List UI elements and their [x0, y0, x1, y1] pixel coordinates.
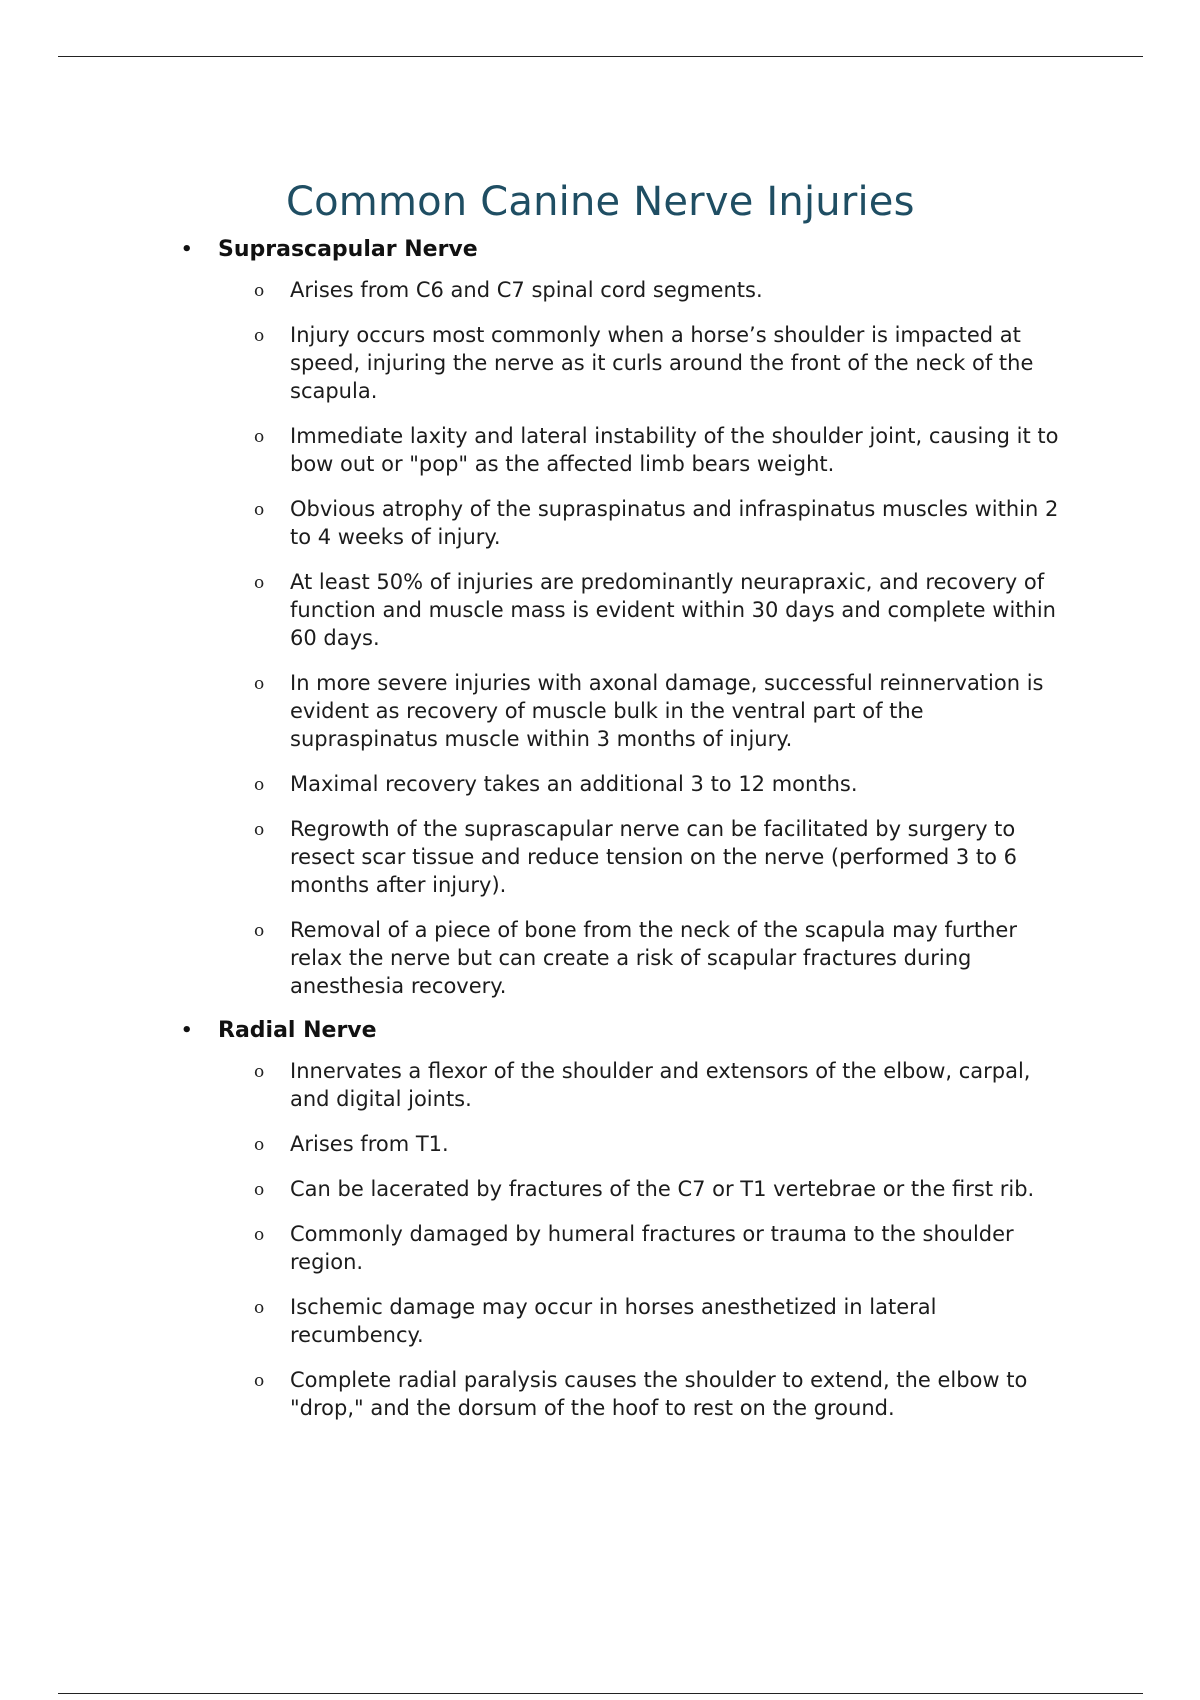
circle-bullet-icon: o [254, 1135, 265, 1155]
list-item: o Maximal recovery takes an additional 3 to 12 months. [0, 770, 1060, 798]
list-item: o Complete radial paralysis causes the shoulder to extend, the elbow to "drop," and the dorsum of the hoof to rest on the ground. [254, 1368, 1028, 1420]
list-item: o In more severe injuries with axonal damage, successful reinnervation is evident as recovery of muscle bulk in the ventral part of the supraspinatus muscle within 3 months of injury. [254, 671, 1044, 751]
list-item: o Removal of a piece of bone from the neck of the scapula may further relax the nerve but can create a risk of scapular fractures during anesthesia recovery. [254, 918, 1017, 998]
bullet-list [0, 276, 1200, 1000]
circle-bullet-icon: o [254, 1225, 265, 1245]
circle-bullet-icon: o [254, 427, 265, 447]
circle-bullet-icon: o [254, 573, 265, 593]
list-item: o Injury occurs most commonly when a horse’s shoulder is impacted at speed, injuring the nerve as it curls around the front of the neck of the scapula. [254, 323, 1034, 403]
list-item: o Regrowth of the suprascapular nerve can be facilitated by surgery to resect scar tissue and reduce tension on the nerve (performed 3 to 6 months after injury). [254, 817, 1018, 897]
circle-bullet-icon: o [254, 820, 265, 840]
page-title: Common Canine Nerve Injuries [286, 179, 915, 225]
section-suprascapular-nerve [0, 236, 1200, 1000]
list-item: o Can be lacerated by fractures of the C7 or T1 vertebrae or the first rib. [0, 1175, 1060, 1203]
document-body [0, 178, 1200, 1439]
circle-bullet-icon: o [254, 281, 265, 301]
section-heading [0, 1017, 1200, 1045]
circle-bullet-icon: o [254, 1062, 265, 1082]
list-item: o Obvious atrophy of the supraspinatus and infraspinatus muscles within 2 to 4 weeks of injury. [254, 497, 1059, 549]
circle-bullet-icon: o [254, 326, 265, 346]
list-item: o Commonly damaged by humeral fractures or trauma to the shoulder region. [254, 1222, 1014, 1274]
circle-bullet-icon: o [254, 1180, 265, 1200]
list-item: o Innervates a flexor of the shoulder and extensors of the elbow, carpal, and digital joints. [254, 1059, 1031, 1111]
list-item: o Arises from C6 and C7 spinal cord segments. [0, 276, 1060, 304]
header-rule [58, 56, 1143, 57]
footer-rule [58, 1693, 1143, 1694]
circle-bullet-icon: o [254, 674, 265, 694]
circle-bullet-icon: o [254, 500, 265, 520]
section-heading-label: Radial Nerve [218, 1018, 377, 1043]
list-item: o Ischemic damage may occur in horses anesthetized in lateral recumbency. [254, 1295, 937, 1347]
list-item: o Immediate laxity and lateral instability of the shoulder joint, causing it to bow out or "pop" as the affected limb bears weight. [254, 424, 1059, 476]
circle-bullet-icon: o [254, 775, 265, 795]
circle-bullet-icon: o [254, 1298, 265, 1318]
section-radial-nerve [0, 1017, 1200, 1422]
list-item: o Arises from T1. [0, 1130, 1060, 1158]
bullet-icon: • [181, 1020, 193, 1041]
circle-bullet-icon: o [254, 921, 265, 941]
section-heading [0, 236, 1200, 264]
section-heading-label: Suprascapular Nerve [218, 237, 478, 262]
circle-bullet-icon: o [254, 1371, 265, 1391]
bullet-list [0, 1057, 1200, 1422]
bullet-icon: • [181, 239, 193, 260]
list-item: o At least 50% of injuries are predominantly neurapraxic, and recovery of function and muscle mass is evident within 30 days and complete within 60 days. [254, 570, 1056, 650]
